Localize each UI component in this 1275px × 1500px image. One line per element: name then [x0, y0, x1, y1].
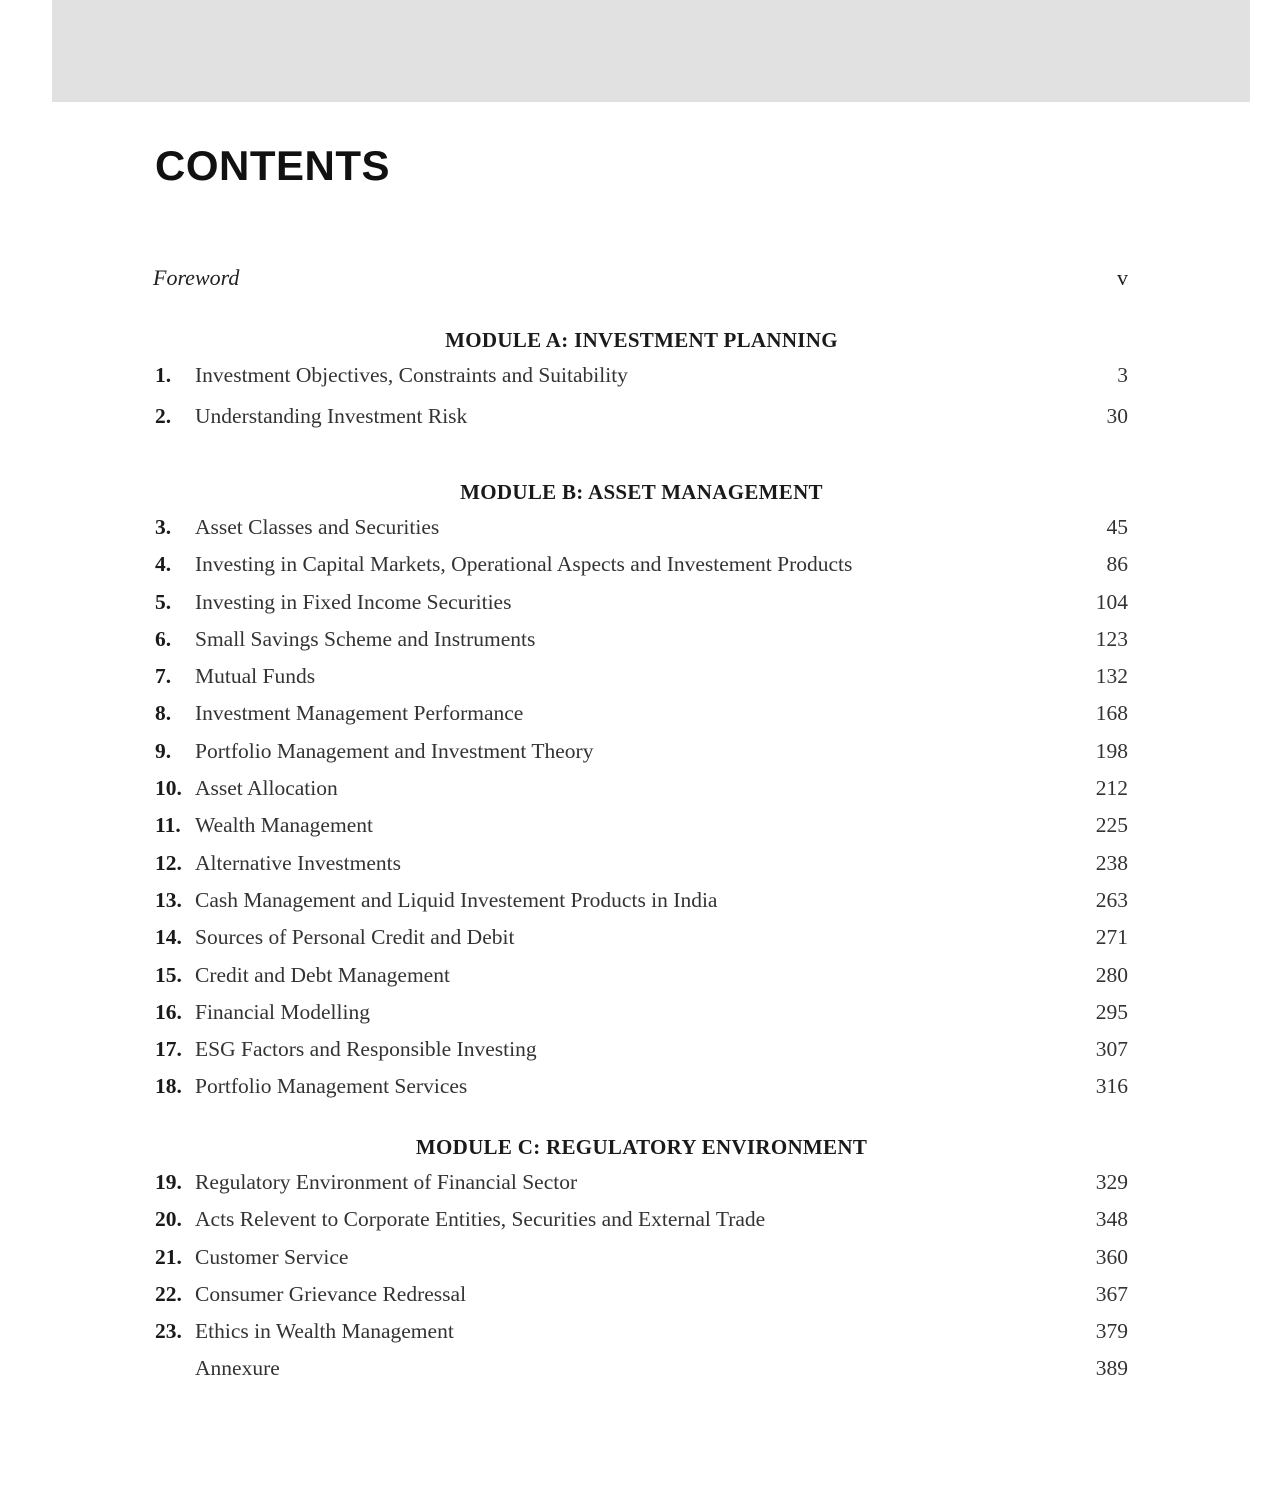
toc-entry[interactable] — [155, 883, 1128, 920]
entry-title: Asset Allocation — [195, 776, 338, 801]
toc-entry-annexure[interactable] — [155, 1351, 1128, 1388]
header-band — [52, 0, 1250, 102]
toc-entry[interactable] — [155, 958, 1128, 995]
entry-page: 360 — [1095, 1244, 1128, 1269]
entry-number: 6. — [155, 626, 172, 651]
module-a-entries — [155, 358, 1128, 440]
entry-page: 168 — [1095, 701, 1128, 726]
entry-title: Investment Objectives, Constraints and Suitability — [195, 363, 628, 387]
entry-number: 17. — [155, 1037, 182, 1062]
module-heading-b: MODULE B: ASSET MANAGEMENT — [460, 480, 823, 504]
entry-number: 20. — [155, 1207, 182, 1232]
toc-entry[interactable] — [155, 585, 1128, 622]
entry-title: Understanding Investment Risk — [195, 404, 468, 428]
toc-entry[interactable] — [155, 399, 1128, 440]
entry-page: 271 — [1095, 925, 1128, 950]
entry-number: 12. — [155, 850, 182, 875]
toc-entry[interactable] — [155, 696, 1128, 733]
entry-title: Mutual Funds — [195, 664, 316, 689]
entry-page: 316 — [1095, 1074, 1128, 1099]
entry-title: ESG Factors and Responsible Investing — [195, 1037, 537, 1062]
entry-title: Portfolio Management Services — [195, 1074, 468, 1099]
entry-page: 367 — [1095, 1281, 1128, 1306]
entry-number: 5. — [155, 589, 172, 614]
entry-title: Investing in Fixed Income Securities — [195, 589, 512, 614]
entry-number: 14. — [155, 925, 182, 950]
entry-title: Annexure — [195, 1356, 280, 1381]
entry-page: 280 — [1095, 962, 1128, 987]
entry-title: Sources of Personal Credit and Debit — [195, 925, 515, 950]
toc-entry[interactable] — [155, 1314, 1128, 1351]
module-c-entries — [155, 1165, 1128, 1389]
foreword-label: Foreword — [153, 265, 240, 290]
toc-entry[interactable] — [155, 1032, 1128, 1069]
toc-entry[interactable] — [155, 1069, 1128, 1106]
entry-number: 7. — [155, 664, 172, 689]
entry-page: 3 — [1117, 363, 1128, 387]
entry-number: 21. — [155, 1244, 182, 1269]
entry-page: 45 — [1106, 515, 1128, 539]
entry-title: Credit and Debt Management — [195, 962, 450, 987]
toc-entry[interactable] — [155, 995, 1128, 1032]
entry-number: 3. — [155, 515, 172, 539]
entry-title: Asset Classes and Securities — [195, 515, 440, 539]
toc-entry[interactable] — [155, 1165, 1128, 1202]
entry-title: Regulatory Environment of Financial Sector — [195, 1170, 578, 1194]
entry-page: 348 — [1095, 1207, 1128, 1232]
entry-number: 9. — [155, 738, 172, 763]
entry-title: Financial Modelling — [195, 999, 370, 1024]
toc-entry[interactable] — [155, 846, 1128, 883]
entry-page: 389 — [1095, 1356, 1128, 1381]
toc-entry[interactable] — [155, 771, 1128, 808]
entry-page: 132 — [1095, 664, 1128, 689]
entry-title: Portfolio Management and Investment Theory — [195, 738, 594, 763]
entry-page: 225 — [1095, 813, 1128, 838]
entry-page: 104 — [1095, 589, 1128, 614]
page-title: CONTENTS — [155, 142, 390, 189]
entry-number: 1. — [155, 363, 172, 387]
entry-number: 13. — [155, 887, 182, 912]
entry-title: Small Savings Scheme and Instruments — [195, 626, 536, 651]
module-heading-a: MODULE A: INVESTMENT PLANNING — [445, 328, 838, 352]
entry-page: 212 — [1095, 776, 1128, 801]
toc-entry[interactable] — [155, 734, 1128, 771]
entry-title: Cash Management and Liquid Investement Products in India — [195, 887, 718, 912]
entry-title: Consumer Grievance Redressal — [195, 1281, 467, 1306]
entry-title: Acts Relevent to Corporate Entities, Securities and External Trade — [195, 1207, 766, 1232]
entry-number: 19. — [155, 1170, 182, 1194]
entry-page: 238 — [1095, 850, 1128, 875]
entry-page: 329 — [1095, 1170, 1128, 1194]
entry-page: 86 — [1106, 552, 1128, 577]
entry-page: 307 — [1095, 1037, 1128, 1062]
entry-number: 4. — [155, 552, 172, 577]
entry-number: 15. — [155, 962, 182, 987]
entry-title: Ethics in Wealth Management — [195, 1319, 454, 1344]
entry-title: Customer Service — [195, 1244, 349, 1269]
entry-title: Alternative Investments — [195, 850, 401, 875]
entry-title: Investment Management Performance — [195, 701, 524, 726]
toc-entry[interactable] — [155, 808, 1128, 845]
toc-entry[interactable] — [155, 547, 1128, 584]
entry-number: 2. — [155, 404, 172, 428]
entry-number: 18. — [155, 1074, 182, 1099]
toc-entry[interactable] — [155, 358, 1128, 399]
entry-number: 8. — [155, 701, 172, 726]
module-b-entries — [155, 510, 1128, 1107]
entry-title: Investing in Capital Markets, Operational Aspects and Investement Products — [195, 552, 853, 577]
entry-page: 30 — [1106, 404, 1128, 428]
entry-number: 10. — [155, 776, 182, 801]
toc-entry[interactable] — [155, 659, 1128, 696]
entry-page: 123 — [1095, 626, 1128, 651]
toc-entry[interactable] — [155, 1277, 1128, 1314]
module-heading-c: MODULE C: REGULATORY ENVIRONMENT — [415, 1135, 868, 1159]
entry-title: Wealth Management — [195, 813, 373, 838]
entry-page: 263 — [1095, 887, 1128, 912]
toc-entry[interactable] — [155, 1240, 1128, 1277]
toc-entry-foreword[interactable] — [153, 262, 1128, 294]
entry-number: 23. — [155, 1319, 182, 1344]
entry-page: 295 — [1095, 999, 1128, 1024]
entry-number: 11. — [155, 813, 181, 838]
toc-entry[interactable] — [155, 510, 1128, 547]
entry-number: 22. — [155, 1281, 182, 1306]
entry-number: 16. — [155, 999, 182, 1024]
toc-entry[interactable] — [155, 920, 1128, 957]
entry-page: 379 — [1095, 1319, 1128, 1344]
foreword-page: v — [1117, 265, 1128, 290]
toc-entry[interactable] — [155, 1202, 1128, 1239]
toc-entry[interactable] — [155, 622, 1128, 659]
entry-page: 198 — [1095, 738, 1128, 763]
